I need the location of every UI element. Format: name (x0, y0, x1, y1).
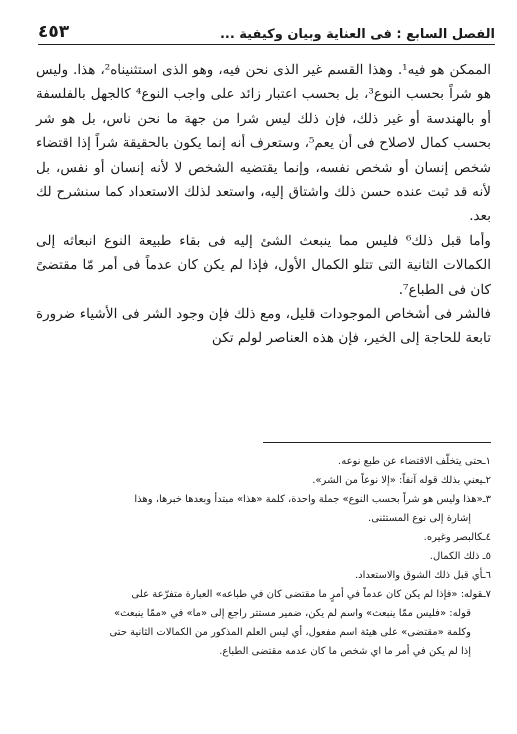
footnote-6: ٦ـأي قبل ذلك الشوق والاستعداد. (354, 570, 491, 581)
body-paragraph: فالشر فى أشخاص الموجودات قليل، ومع ذلك فإن وجود الشر فى الأشياء ضرورة تابعة للحاجة إلى الخير، فإن هذه العناصر لولم تكن (36, 306, 491, 347)
footnote-7-continuation: إذا لم يكن في أمر ما اي شخص ما كان عدمه مقتضى الطباع. (219, 646, 471, 657)
page-number: ٤٥٣ (38, 22, 70, 42)
footnote-rule (263, 442, 491, 443)
footnote-5: ٥ـ ذلك الكمال. (429, 551, 491, 562)
running-title: الفصل السابع : فى العناية وبيان وكيفية ... (219, 27, 495, 42)
main-text (36, 58, 491, 351)
footnote-3-continuation: إشارة إلى نوع المستثنى. (368, 513, 471, 524)
footnote-7-continuation: وكلمة «مقتضى» على هيئة اسم مفعول، أي ليس العلم المذكور من الكمالات الثانية حتى (109, 627, 471, 638)
footnote-3: ٣ـ«هذا وليس هو شراً بحسب النوع» جملة واحدة، كلمة «هذا» مبتدأ وبعدها خبرها، وهذا (134, 494, 491, 505)
footnotes (36, 452, 491, 661)
body-paragraph: الممكن هو فيه¹. وهذا القسم غير الذى نحن فيه، وهو الذى استثنيناه²، هذا. وليس هو شراً بحسب النوع³، بل بحسب اعتبار زائد على واجب النوع⁴ كالجهل بالفلسفة أو بالهندسة أو غير ذلك، فإن ذلك ليس شرا من جهة ما نحن ناس، بل هو شر بحسب كمال لاصلاح فى أن يعم⁵، وستعرف أنه إنما يكون بالحقيقة شراً إذا اقتضاء شخص إنسان أو شخص نفسه، وإنما يقتضيه الشخص لا لأنه إنسان أو نفس، بل لأنه قد ثبت عنده حسن ذلك واشتاق إليه، واستعد لذلك الاستعداد كما سنشرح لك بعد. (36, 62, 492, 225)
footnote-2: ٢ـيعني بذلك قوله آنفاً: «إلا نوعاً من الشر». (312, 475, 491, 486)
running-header (38, 18, 495, 42)
footnote-7-continuation: قوله: «فليس ممّا ينبعث» واسم لم يكن، ضمير مستتر راجع إلى «ما» في «ممّا ينبعث» (113, 608, 471, 619)
body-paragraph: وأما قبل ذلك⁶ فليس مما ينبعث الشئ إليه فى بقاء طبيعة النوع انبعاثه إلى الكمالات الثانية التى تتلو الكمال الأول، فإذا لم يكن كان عدماً فى أمر مّا مقتضىً كان فى الطباع⁷. (36, 232, 491, 298)
footnote-1: ١ـحتى يتخلّف الاقتضاء عن طبع نوعه. (338, 456, 491, 467)
footnote-7: ٧ـقوله: «فإذا لم يكن كان عدماً في أمرٍ ما مقتضى كان في طباعه» العبارة متفرّعة على (131, 589, 491, 600)
footnote-4: ٤ـكالبصر وغيره. (423, 532, 491, 543)
header-rule (38, 44, 495, 45)
